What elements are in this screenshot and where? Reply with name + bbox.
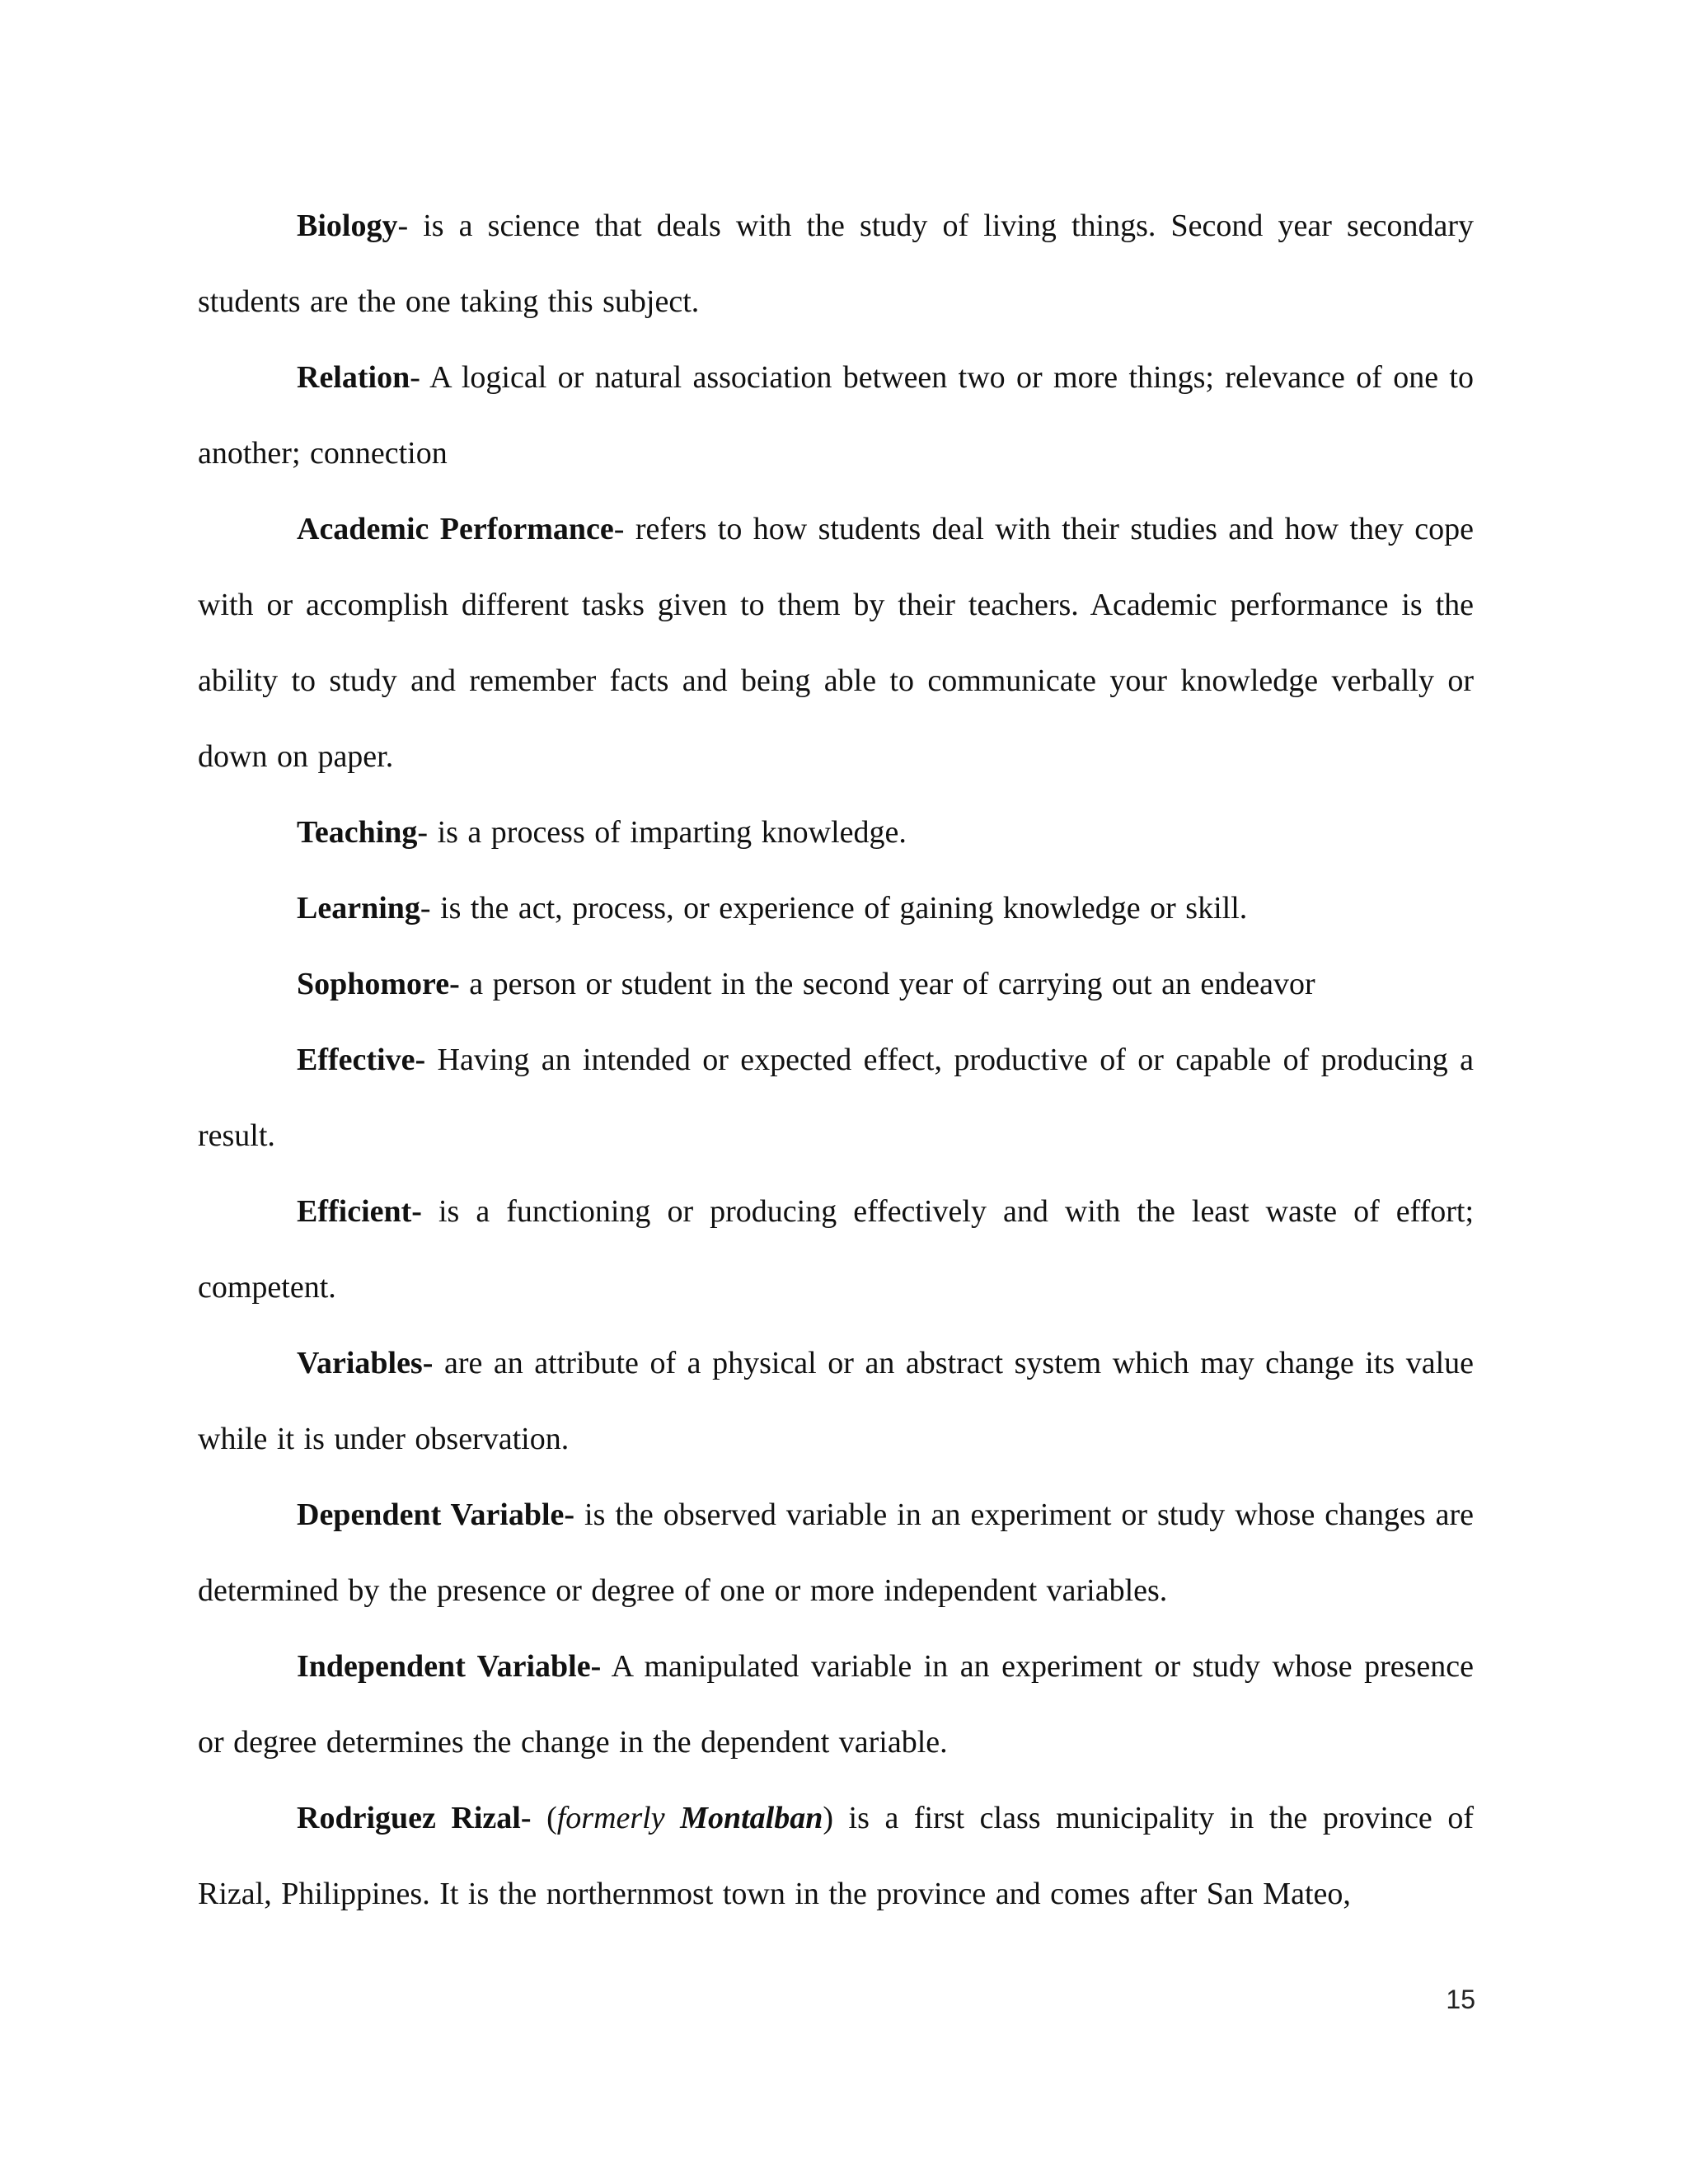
definition-independent-variable <box>198 1629 1474 1780</box>
term-biology: Biology <box>297 209 398 243</box>
definition-text: refers to how students deal with their studies and how they cope with or accomplish different tasks given to them by their teachers. Academic performance is the ability to study and remember facts and being able to communicate your knowledge verbally or down on paper. <box>198 512 1475 774</box>
term-separator <box>460 967 470 1001</box>
definition-rodriguez-rizal <box>198 1780 1474 1932</box>
definition-text: is a first class municipality in the province of Rizal, Philippines. It is the northernmost town in the province and comes after San Mateo, <box>198 1801 1474 1911</box>
definition-academic-performance <box>198 491 1474 794</box>
page-number: 15 <box>1446 1985 1475 2014</box>
definition-text: are an attribute of a physical or an abstract system which may change its value while it is under observation. <box>198 1346 1475 1456</box>
close-paren: ) <box>823 1801 833 1835</box>
term-variables: Variables- <box>297 1346 434 1380</box>
definition-relation <box>198 340 1474 491</box>
definition-biology <box>198 188 1474 340</box>
term-efficient: Efficient- <box>297 1194 422 1229</box>
term-academic-performance: Academic Performance <box>297 512 614 546</box>
term-separator: - <box>613 512 635 546</box>
definition-dependent-variable <box>198 1477 1474 1629</box>
definitions-list <box>198 188 1474 1932</box>
definition-text: is the observed variable in an experiment or study whose changes are determined by the presence or degree of one or more independent variables. <box>198 1497 1474 1608</box>
definition-text: is a science that deals with the study of living things. Second year secondary students are the one taking this subject. <box>198 209 1475 319</box>
term-rodriguez-rizal: Rodriguez Rizal- <box>297 1801 532 1835</box>
term-separator <box>601 1649 611 1684</box>
term-teaching: Teaching <box>297 815 418 850</box>
definition-variables <box>198 1325 1474 1477</box>
term-separator: - <box>397 209 424 243</box>
definition-text: a person or student in the second year of carrying out an endeavor <box>469 967 1315 1001</box>
former-name: Montalban <box>680 1801 823 1835</box>
definition-text: is a functioning or producing effectively and with the least waste of effort; competent. <box>198 1194 1474 1305</box>
term-independent-variable: Independent Variable- <box>297 1649 602 1684</box>
term-separator <box>574 1497 584 1532</box>
term-learning: Learning <box>297 891 420 926</box>
term-separator: - <box>420 891 441 926</box>
definition-effective <box>198 1022 1474 1174</box>
term-sophomore: Sophomore- <box>297 967 460 1001</box>
definition-text: A manipulated variable in an experiment or study whose presence or degree determines the change in the dependent variable. <box>198 1649 1475 1760</box>
definition-text: is the act, process, or experience of gaining knowledge or skill. <box>440 891 1248 926</box>
term-dependent-variable: Dependent Variable- <box>297 1497 575 1532</box>
definition-sophomore <box>198 946 1474 1022</box>
open-paren: ( <box>531 1801 557 1835</box>
definition-teaching <box>198 794 1474 870</box>
definition-learning <box>198 870 1474 946</box>
definition-text: is a process of imparting knowledge. <box>437 815 907 850</box>
term-separator <box>425 1043 437 1077</box>
term-separator: - <box>410 360 430 395</box>
term-relation: Relation <box>297 360 410 395</box>
term-separator: - <box>417 815 438 850</box>
term-effective: Effective- <box>297 1043 426 1077</box>
formerly-label: formerly <box>556 1801 681 1835</box>
definition-text: Having an intended or expected effect, productive of or capable of producing a result. <box>198 1043 1475 1153</box>
definition-text: A logical or natural association between two or more things; relevance of one to another; connection <box>198 360 1474 471</box>
term-separator <box>422 1194 438 1229</box>
definition-efficient <box>198 1174 1474 1325</box>
term-separator <box>433 1346 444 1380</box>
